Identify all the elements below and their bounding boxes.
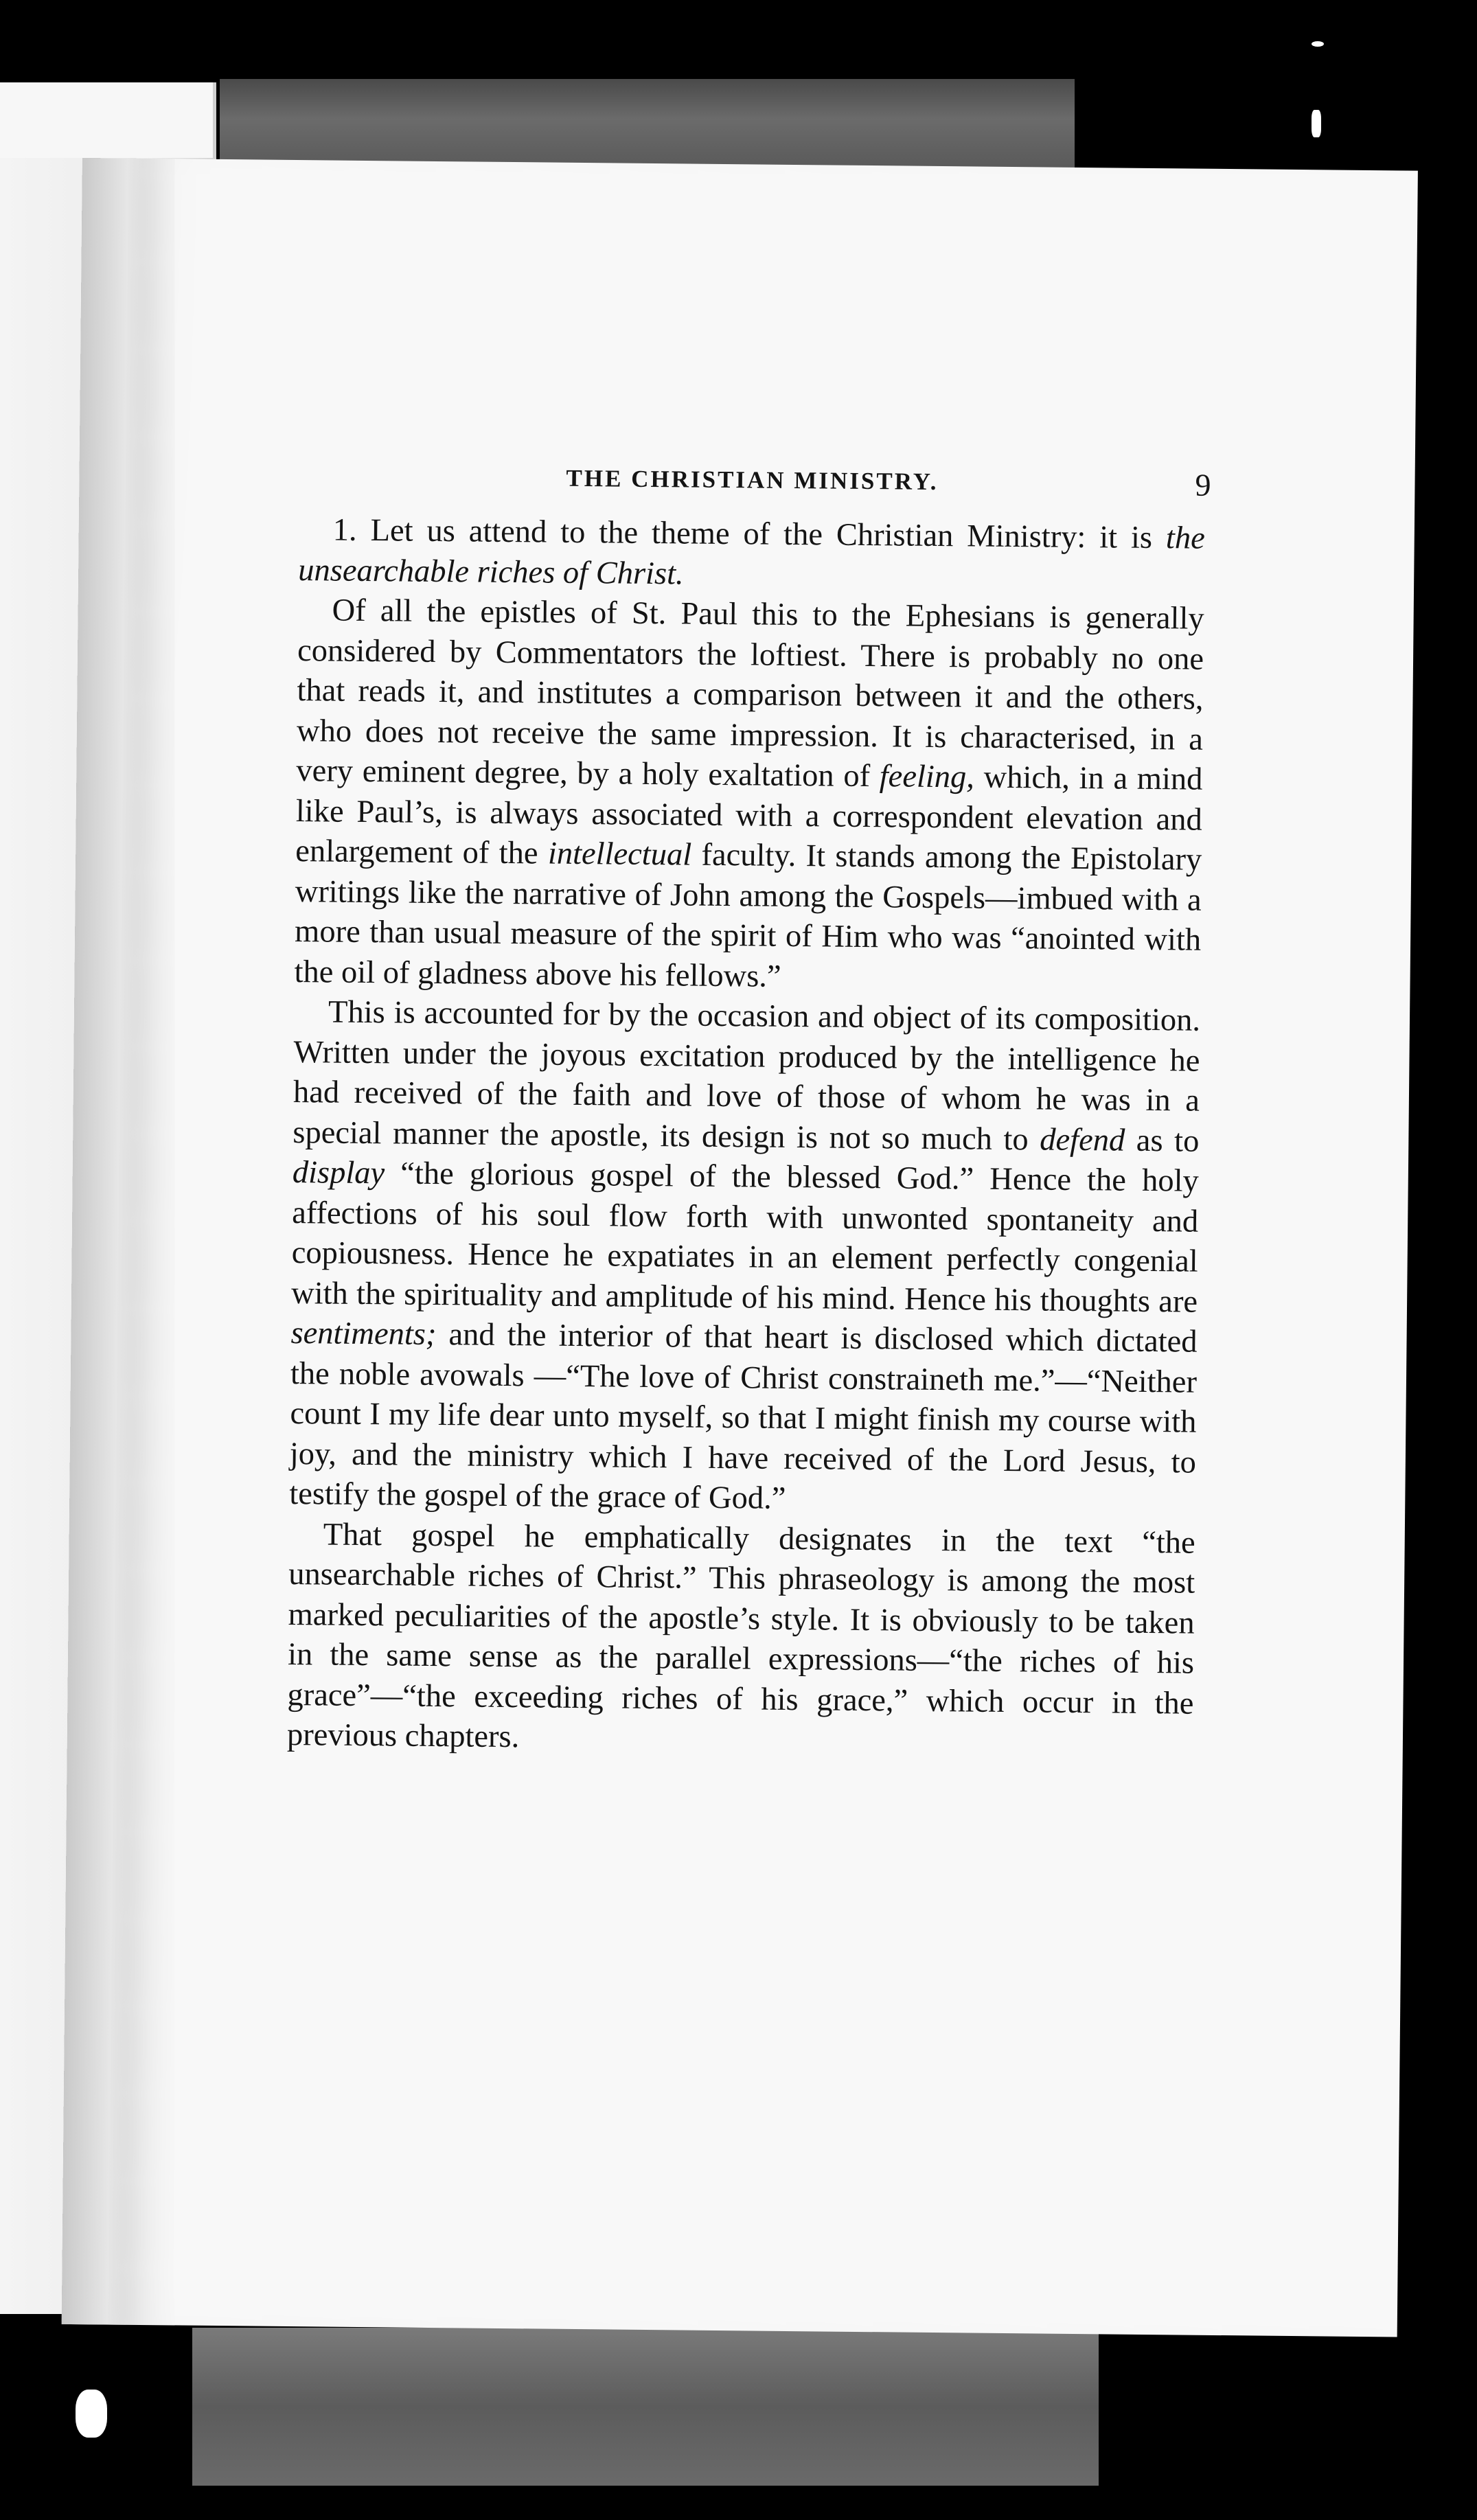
italic-run: sentiments;	[290, 1315, 437, 1353]
page-content	[286, 462, 1211, 1764]
text-run: Of all the epistles of St. Paul this to the Ephesians is generally considered by Commentators the loftiest. There is probably no one that reads it, and institutes a comparison between it and the others, who does not receive the same impression. It is characterised, in a very eminent degree, by a holy exaltation of	[296, 593, 1204, 794]
paragraph	[294, 591, 1204, 1001]
scan-border-bottom	[192, 2328, 1099, 2486]
italic-run: display	[292, 1155, 385, 1191]
text-run: which, in a mind like Paul’s, is always associated with a correspondent elevation and enlargement of the	[295, 759, 1203, 871]
text-run: faculty. It stands among the Epistolary writings like the narrative of John among the Gospels—imbued with a more than usual measure of the spirit of Him who was “anointed with the oil of gladness above his fellows.”	[294, 837, 1202, 994]
text-run: as to	[1124, 1123, 1200, 1159]
paragraph	[287, 1514, 1195, 1764]
paragraph	[298, 510, 1205, 599]
scan-speck	[1312, 41, 1324, 47]
text-run: This is accounted for by the occasion and object of its composition. Written under the joyous excitation produced by the intelligence he had received of the faith and love of those of whom he was in a special manner the apostle, its design is not so much to	[293, 994, 1201, 1157]
running-title: THE CHRISTIAN MINISTRY.	[566, 464, 939, 495]
book-page	[62, 158, 1418, 2337]
body-text	[287, 510, 1205, 1764]
italic-run: the unsearchable riches of Christ.	[298, 520, 1206, 591]
scan-border-top	[220, 79, 1075, 168]
italic-run: defend	[1040, 1121, 1125, 1158]
facing-page-top	[0, 82, 213, 158]
text-run: That gospel he emphatically designates in the text “the unsearchable riches of Christ.” This phraseology is among the most marked peculiarities of the apostle’s style. It is obviously to be taken in the same sense as the parallel expressions—“the riches of his grace”—“the exceeding riches of his grace,” which occur in the previous chapters.	[286, 1516, 1195, 1755]
page-number: 9	[1195, 467, 1211, 503]
running-head	[299, 462, 1211, 519]
scan-speck	[1312, 110, 1321, 137]
text-run: 1. Let us attend to the theme of the Christian Ministry: it is	[332, 512, 1167, 556]
text-run: “the glorious gospel of the blessed God.” Hence the holy affections of his soul flow forth with unwonted spontaneity and copiousness. Hence he expatiates in an element perfectly congenial with the spirituality and amplitude of his mind. Hence his thoughts are	[290, 1156, 1200, 1320]
italic-run: intellectual	[547, 836, 692, 873]
text-run: and the interior of that heart is disclosed which dictated the noble avowals —“The love of Christ constraineth me.”—“Neither count I my life dear unto myself, so that I might finish my course with joy, and the ministry which I have received of the Lord Jesus, to testify the gospel of the grace of God.”	[289, 1317, 1198, 1516]
scan-speck	[76, 2390, 107, 2438]
italic-run: feeling,	[879, 759, 975, 795]
paragraph	[289, 992, 1200, 1523]
